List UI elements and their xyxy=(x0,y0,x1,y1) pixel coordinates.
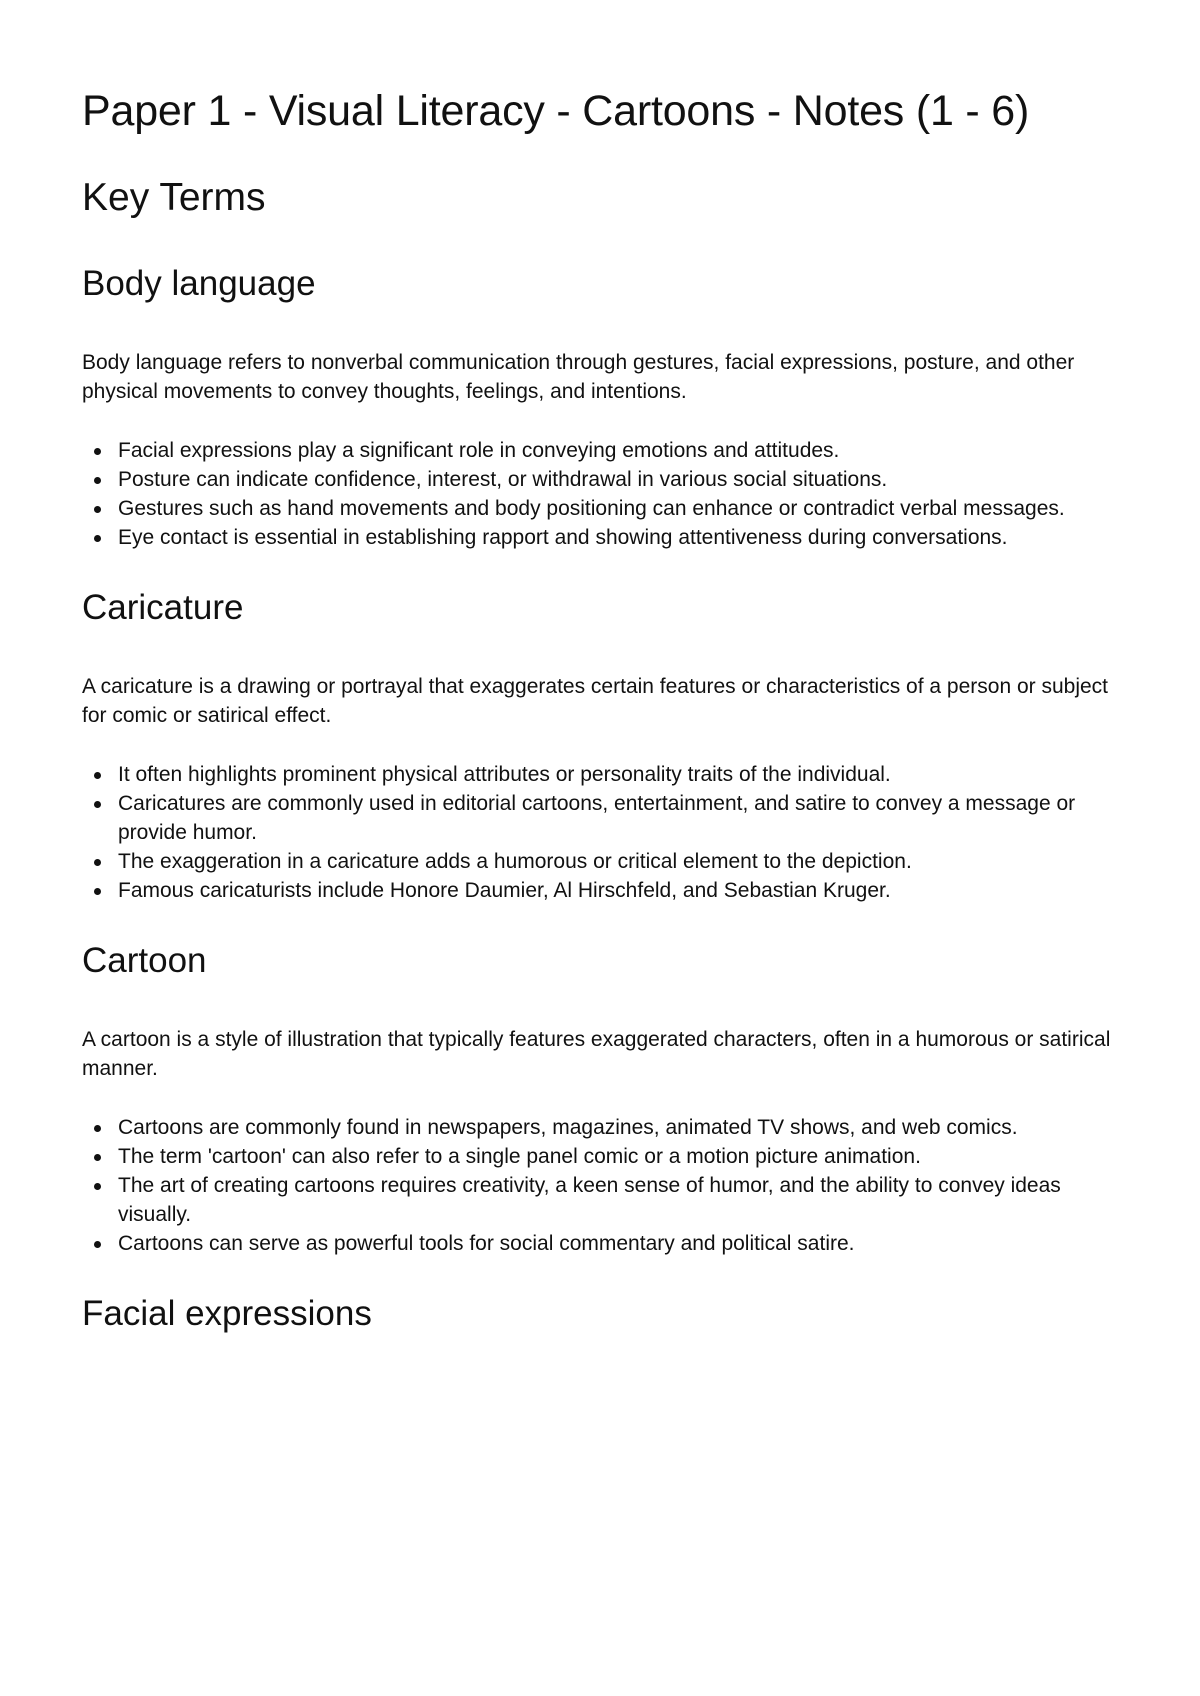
list-item: Eye contact is essential in establishing rapport and showing attentiveness during conversations. xyxy=(118,523,1122,552)
term-definition: Body language refers to nonverbal communication through gestures, facial expressions, posture, and other physical movements to convey thoughts, feelings, and intentions. xyxy=(82,351,1075,403)
list-item: Cartoons can serve as powerful tools for social commentary and political satire. xyxy=(118,1229,1122,1258)
list-item: Posture can indicate confidence, interest, or withdrawal in various social situations. xyxy=(118,465,1122,494)
list-item: Famous caricaturists include Honore Daumier, Al Hirschfeld, and Sebastian Kruger. xyxy=(118,876,1122,905)
term-body-language xyxy=(82,262,1120,552)
list-item: Cartoons are commonly found in newspapers, magazines, animated TV shows, and web comics. xyxy=(118,1113,1122,1142)
bullet-list xyxy=(82,760,1122,905)
term-heading: Caricature xyxy=(82,588,244,627)
term-facial-expressions xyxy=(82,1292,1120,1336)
list-item: Caricatures are commonly used in editorial cartoons, entertainment, and satire to convey a message or provide humor. xyxy=(118,789,1122,847)
list-item: Gestures such as hand movements and body positioning can enhance or contradict verbal messages. xyxy=(118,494,1122,523)
list-item: It often highlights prominent physical attributes or personality traits of the individual. xyxy=(118,760,1122,789)
term-caricature xyxy=(82,586,1120,905)
term-heading: Facial expressions xyxy=(82,1294,372,1333)
bullet-list xyxy=(82,1113,1122,1258)
list-item: The exaggeration in a caricature adds a humorous or critical element to the depiction. xyxy=(118,847,1122,876)
term-cartoon xyxy=(82,939,1120,1258)
term-definition: A cartoon is a style of illustration that typically features exaggerated characters, often in a humorous or satirical manner. xyxy=(82,1028,1111,1080)
bullet-list xyxy=(82,436,1122,552)
term-heading: Cartoon xyxy=(82,941,207,980)
list-item: The art of creating cartoons requires creativity, a keen sense of humor, and the ability to convey ideas visually. xyxy=(118,1171,1122,1229)
section-heading-key-terms: Key Terms xyxy=(82,176,266,219)
term-definition: A caricature is a drawing or portrayal that exaggerates certain features or characteristics of a person or subject for comic or satirical effect. xyxy=(82,675,1109,727)
document-title: Paper 1 - Visual Literacy - Cartoons - Notes (1 - 6) xyxy=(82,87,1030,135)
list-item: The term 'cartoon' can also refer to a single panel comic or a motion picture animation. xyxy=(118,1142,1122,1171)
term-heading: Body language xyxy=(82,264,316,303)
list-item: Facial expressions play a significant role in conveying emotions and attitudes. xyxy=(118,436,1122,465)
